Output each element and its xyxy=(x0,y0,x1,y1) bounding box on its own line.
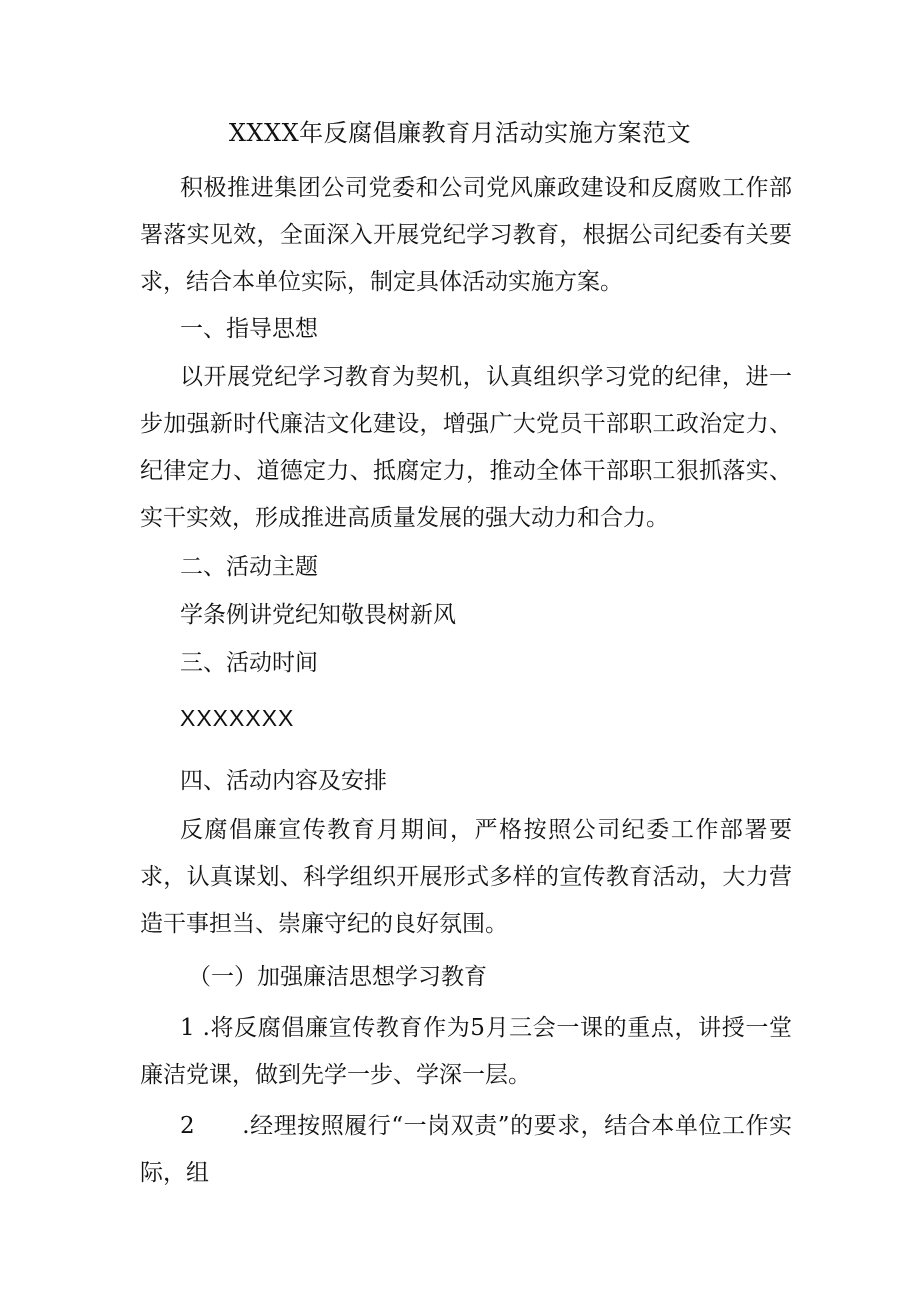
subsection-1-item-2: 2 .经理按照履行“一岗双责”的要求，结合本单位工作实际，组 xyxy=(140,1113,792,1186)
section-1-heading: 一、指导思想 xyxy=(180,316,318,342)
subsection-1-item-1: 1 .将反腐倡廉宣传教育作为5月三会一课的重点，讲授一堂廉洁党课，做到先学一步、学深一层。 xyxy=(140,1015,792,1088)
section-1-body: 以开展党纪学习教育为契机，认真组织学习党的纪律，进一步加强新时代廉洁文化建设，增强广大党员干部职工政治定力、纪律定力、道德定力、抵腐定力，推动全体干部职工狠抓落实、实干实效，形成推进高质量发展的强大动力和合力。 xyxy=(140,364,792,531)
document-title: XXXX年反腐倡廉教育月活动实施方案范文 xyxy=(228,119,692,147)
subsection-1-heading: （一）加强廉洁思想学习教育 xyxy=(188,964,487,990)
section-4-body: 反腐倡廉宣传教育月期间，严格按照公司纪委工作部署要求，认真谋划、科学组织开展形式多样的宣传教育活动，大力营造干事担当、崇廉守纪的良好氛围。 xyxy=(140,817,792,937)
section-4-heading: 四、活动内容及安排 xyxy=(180,768,387,794)
section-2-body: 学条例讲党纪知敬畏树新风 xyxy=(180,602,456,628)
section-3-heading: 三、活动时间 xyxy=(180,650,318,676)
section-2-heading: 二、活动主题 xyxy=(180,554,318,580)
intro-paragraph: 积极推进集团公司党委和公司党风廉政建设和反腐败工作部署落实见效，全面深入开展党纪学习教育，根据公司纪委有关要求，结合本单位实际，制定具体活动实施方案。 xyxy=(140,175,792,295)
section-3-body: XXXXXXX xyxy=(180,705,295,731)
